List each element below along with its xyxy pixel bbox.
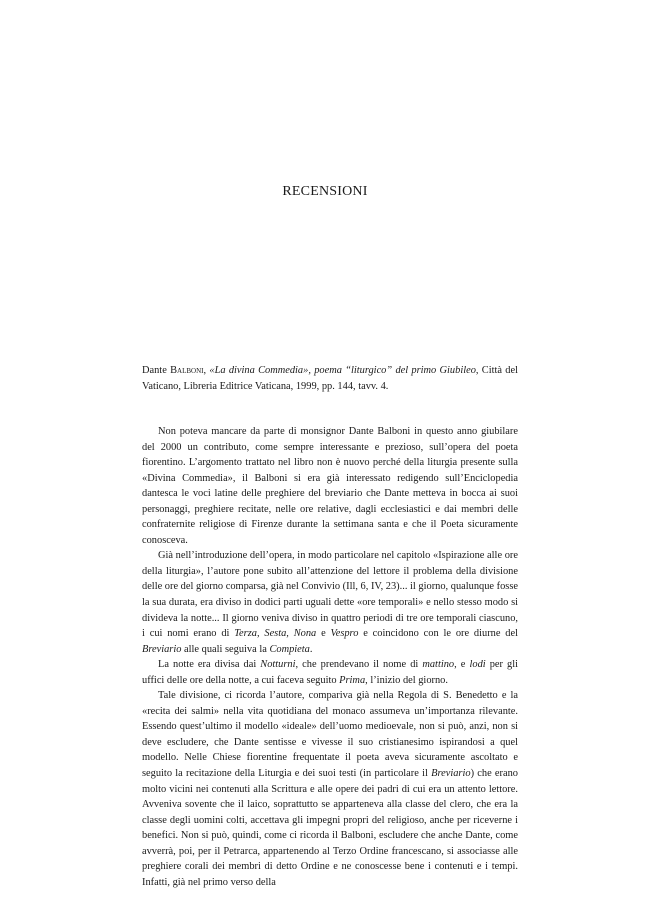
italic-text: Vespro (330, 628, 359, 640)
text-run: per gli uffici delle ore della notte, a cui faceva seguito (142, 659, 519, 686)
review-body (142, 424, 518, 890)
italic-text: Breviario (431, 768, 471, 780)
section-title: RECENSIONI (282, 184, 368, 199)
text-run: . (309, 643, 313, 655)
text-run: ) che erano molto vicini nei contenuti alla Scrittura e alle opere dei padri di cui era un attento lettore. Avveniva sovente che il laico, soprattutto se apparteneva alla classe del clero, che era la classe degli uomini colti, accettava gli impegni propri del religioso, anche per riceverne i benefici. Non si può, quindi, come ci ricorda il Balboni, escludere che anche Dante, come avverrà, poi, per il Petrarca, appartenendo al Terzo Ordine francescano, si associasse alle preghiere corali dei membri di detto Ordine e ne conoscesse bene i contenuti e i tempi. Infatti, già nel primo verso della (142, 768, 518, 888)
italic-text: Notturni (260, 659, 296, 671)
italic-text: Breviario (142, 643, 182, 655)
italic-text: mattino (422, 659, 455, 671)
text-run: alle quali seguiva la (181, 643, 270, 655)
text-run: e (316, 628, 331, 640)
body-paragraph (142, 424, 518, 548)
body-paragraph (142, 657, 518, 688)
text-run: , l’inizio del giorno. (365, 674, 448, 686)
text-run: Già nell’introduzione dell’opera, in modo particolare nel capitolo «Ispirazione alle ore della liturgia», l’autore pone subito all’attenzione del lettore il problema della divisione delle ore del giorno comparsa, già nel Convivio (Ill, 6, IV, 23)... il giorno, qualunque fosse la sua durata, era diviso in dodici parti uguali dette «ore temporali» e nello stesso modo si divideva la notte... Il giorno veniva diviso in quattro periodi di tre ore temporali ciascuno, i cui nomi erano di (142, 550, 518, 640)
publisher-line: , Città del Vaticano, Libreria Editrice Vaticana, 1999, pp. 144, tavv. 4. (142, 365, 518, 392)
text-run: Tale divisione, ci ricorda l’autore, compariva già nella Regola di S. Benedetto e la «recita dei salmi» nella vita quotidiana del monaco assumeva un’importanza rilevante. Essendo quest’ultimo il modello «ideale» dell’uomo medioevale, non si può, anzi, non si deve escludere, che Dante sentisse e vivesse il suo cristianesimo ispirandosi a quel modello. Nelle Chiese fiorentine frequentate il poeta aveva sicuramente ascoltato e seguito la recitazione della Liturgia e dei suoi testi (in particolare il (142, 690, 518, 780)
text-run: Non poteva mancare da parte di monsignor Dante Balboni in questo anno giubilare del 2000 un contributo, come sempre interessante e prezioso, sull’opera del poeta fiorentino. L’argomento trattato nel libro non è nuovo perché della liturgia presente sulla «Divina Commedia», il Balboni si era già interessato redigendo sull’Enciclopedia dantesca le voci latine delle preghiere del breviario che Dante metteva in bocca ai suoi personaggi, preghiere recitate, nelle ore relative, dagli ecclesiastici e dai membri delle confraternite religiose di Firenze durante la settimana santa e che il Poeta sicuramente conosceva. (142, 426, 518, 546)
italic-text: Compieta (269, 643, 310, 655)
author-last-name: Balboni (170, 365, 204, 376)
book-citation: Dante Balboni, «La divina Commedia», poema “liturgico” del primo Giubileo, Città del Vaticano, Libreria Editrice Vaticana, 1999, pp. 144, tavv. 4. (142, 365, 518, 392)
text-run: , e (454, 659, 470, 671)
author-first-name: Dante (142, 365, 167, 376)
book-title: «La divina Commedia», poema “liturgico” del primo Giubileo (209, 365, 476, 376)
body-paragraph (142, 548, 518, 657)
body-paragraph (142, 688, 518, 890)
text-run: e coincidono con le ore diurne del (358, 628, 518, 640)
text-run: , che prendevano il nome di (295, 659, 423, 671)
italic-text: Prima (339, 674, 366, 686)
italic-text: Terza, Sesta, Nona (234, 628, 317, 640)
italic-text: lodi (469, 659, 486, 671)
text-run: La notte era divisa dai (158, 659, 261, 671)
